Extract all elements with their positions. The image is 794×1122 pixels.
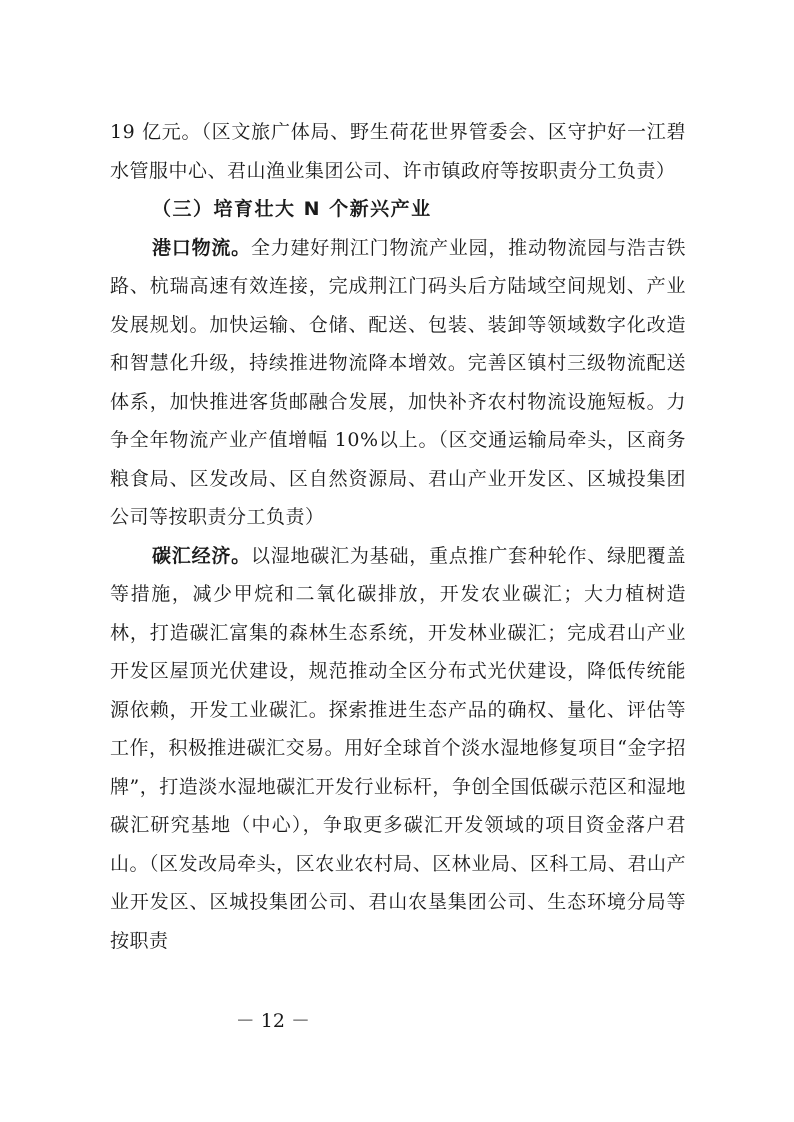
paragraph-text: 全力建好荆江门物流产业园，推动物流园与浩吉铁路、杭瑞高速有效连接，完成荆江门码头后方陆域空间规划、产业发展规划。加快运输、仓储、配送、包装、装卸等领域数字化改造和智慧化升级，持续推进物流降本增效。完善区镇村三级物流配送体系，加快推进客货邮融合发展，加快补齐农村物流设施短板。力争全年物流产业产值增幅 10%以上。（区交通运输局牵头，区商务粮食局、区发改局、区自然资源局、君山产业开发区、区城投集团公司等按职责分工负责） — [110, 236, 686, 528]
paragraph-port-logistics — [110, 229, 686, 537]
paragraph-lead: 港口物流。 — [152, 236, 251, 259]
page-number: － 12 － — [235, 1010, 310, 1032]
paragraph-text: 以湿地碳汇为基础，重点推广套种轮作、绿肥覆盖等措施，减少甲烷和二氧化碳排放，开发农业碳汇；大力植树造林，打造碳汇富集的森林生态系统，开发林业碳汇；完成君山产业开发区屋顶光伏建设，规范推动全区分布式光伏建设，降低传统能源依赖，开发工业碳汇。探索推进生态产品的确权、量化、评估等工作，积极推进碳汇交易。用好全球首个淡水湿地修复项目“金字招牌”，打造淡水湿地碳汇开发行业标杆，争创全国低碳示范区和湿地碳汇研究基地（中心），争取更多碳汇开发领域的项目资金落户君山。（区发改局牵头，区农业农村局、区林业局、区科工局、君山产业开发区、区城投集团公司、君山农垦集团公司、生态环境分局等按职责 — [110, 544, 686, 952]
paragraph-lead: 碳汇经济。 — [152, 544, 251, 567]
section-heading-text: （三）培育壮大 N 个新兴产业 — [152, 198, 432, 220]
section-heading — [110, 190, 686, 229]
paragraph-text: 19 亿元。（区文旅广体局、野生荷花世界管委会、区守护好一江碧水管服中心、君山渔业集团公司、许市镇政府等按职责分工负责） — [110, 121, 686, 182]
body-text — [110, 113, 686, 960]
paragraph-continuation — [110, 113, 686, 190]
paragraph-carbon-economy — [110, 537, 686, 961]
